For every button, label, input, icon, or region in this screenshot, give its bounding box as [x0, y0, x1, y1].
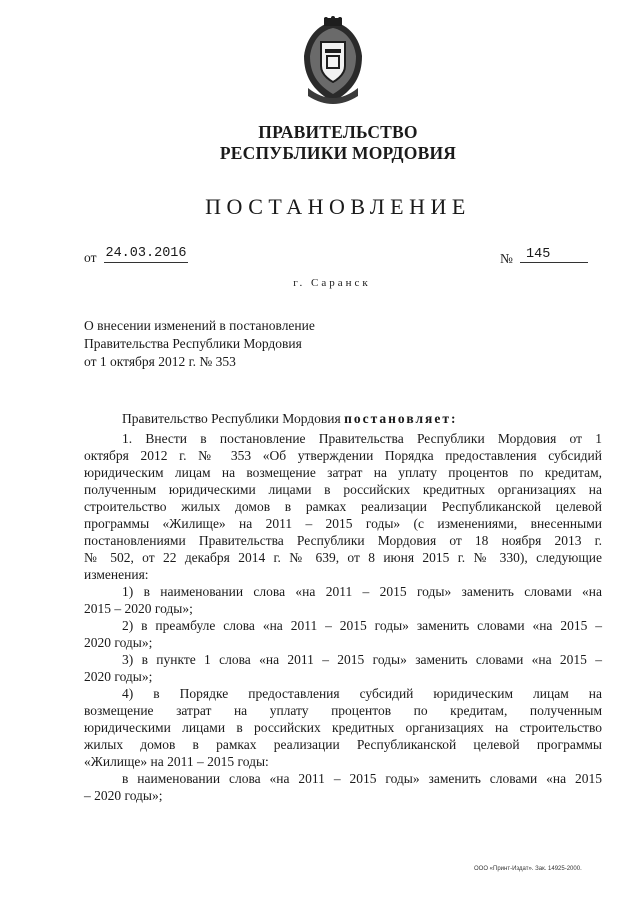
government-title-line1: ПРАВИТЕЛЬСТВО: [258, 122, 418, 142]
body-line: № 502, от 22 декабря 2014 г. № 639, от 8 июня 2015 г. № 330), следующие: [84, 550, 602, 565]
city-line: г. Саранск: [293, 277, 371, 289]
body-line: 1. Внести в постановление Правительства Республики Мордовия от 1: [122, 431, 602, 446]
intro-paragraph: [122, 410, 640, 427]
subject-line-1: О внесении изменений в постановление: [84, 318, 315, 333]
number-label: №: [500, 251, 513, 266]
body-line: – 2020 годы»;: [84, 788, 163, 803]
body-line: 4) в Порядке предоставления субсидий юридическим лицам на: [122, 686, 602, 701]
body-line: 3) в пункте 1 слова «на 2011 – 2015 годы» заменить словами «на 2015 –: [122, 652, 602, 667]
body-line: строительство жилых домов в рамках реализации Республиканской целевой: [84, 499, 602, 514]
date-value: 24.03.2016: [105, 246, 187, 261]
body-line: октября 2012 г. № 353 «Об утверждении Порядка предоставления субсидий: [84, 448, 602, 463]
mordovia-coat-of-arms-icon: [298, 16, 368, 110]
body-line: в наименовании слова «на 2011 – 2015 годы» заменить словами «на 2015: [122, 771, 602, 786]
date-label: от: [84, 250, 97, 265]
government-title-line2: РЕСПУБЛИКИ МОРДОВИЯ: [219, 143, 457, 163]
body-line: 2015 – 2020 годы»;: [84, 601, 193, 616]
body-line: 2020 годы»;: [84, 635, 153, 650]
body-line: возмещение затрат на уплату процентов по кредитам, полученным: [84, 703, 602, 718]
body-line: 2) в преамбуле слова «на 2011 – 2015 годы» заменить словами «на 2015 –: [122, 618, 602, 633]
body-line: 1) в наименовании слова «на 2011 – 2015 годы» заменить словами «на: [122, 584, 602, 599]
body-line: полученным юридическими лицами в российских кредитных организациях на: [84, 482, 602, 497]
intro-decree: постановляет:: [344, 411, 458, 426]
body-line: изменения:: [84, 567, 149, 582]
number-value: 145: [520, 247, 588, 263]
subject-line-2: Правительства Республики Мордовия: [84, 336, 302, 351]
subject-line-3: от 1 октября 2012 г. № 353: [84, 354, 236, 369]
body-line: постановлениями Правительства Республики Мордовия от 18 ноября 2013 г.: [84, 533, 602, 548]
body-line: «Жилище» на 2011 – 2015 годы:: [84, 754, 269, 769]
printer-imprint: ООО «Принт-Издат». Зак. 14925-2000.: [474, 866, 582, 872]
body-line: юридическими лицами в российских кредитных организациях на строительство: [84, 720, 602, 735]
intro-text: Правительство Республики Мордовия: [122, 411, 341, 426]
document-type-title: ПОСТАНОВЛЕНИЕ: [205, 194, 471, 219]
body-line: жилых домов в рамках реализации Республиканской целевой программы: [84, 737, 602, 752]
body-line: программы «Жилище» на 2011 – 2015 годы» (с изменениями, внесенными: [84, 516, 602, 531]
body-line: 2020 годы»;: [84, 669, 153, 684]
body-line: юридическим лицам на возмещение затрат на уплату процентов по кредитам,: [84, 465, 602, 480]
